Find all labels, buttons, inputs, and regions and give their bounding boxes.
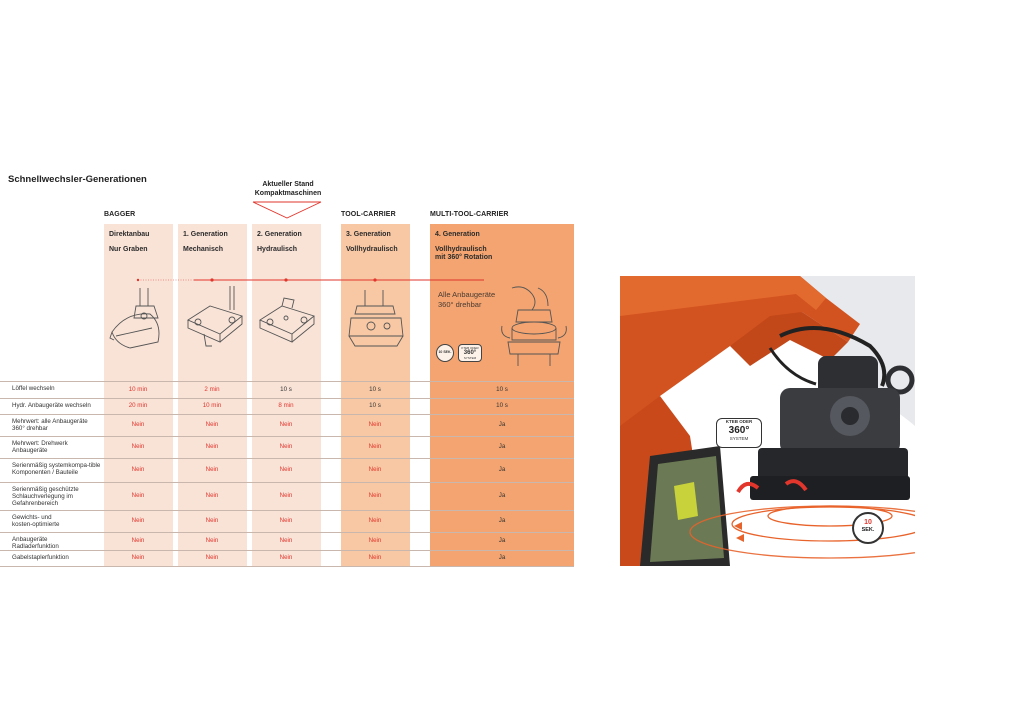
table-cell: Ja	[498, 517, 506, 524]
table-cell: Nein	[368, 537, 382, 544]
row-label-line: kosten-optimierte	[12, 521, 60, 528]
col2-head1: 1. Generation	[183, 231, 228, 238]
table-cell: Nein	[205, 554, 219, 561]
group-bagger: BAGGER	[104, 211, 136, 218]
rotation-360-icon	[458, 344, 482, 362]
photo-badge-top: KTEB ODER	[725, 419, 753, 424]
table-cell: Nein	[205, 517, 219, 524]
table-cell: 8 min	[278, 402, 294, 409]
row-label-line: Schlauchverlegung im	[12, 493, 73, 500]
row-label-line: Löffel wechseln	[12, 385, 55, 392]
fully-hydraulic-coupler-icon	[343, 284, 409, 356]
col5-head2: Vollhydraulisch	[435, 246, 487, 253]
row-label	[12, 402, 104, 409]
row-divider	[0, 398, 574, 399]
col3-head1: 2. Generation	[257, 231, 302, 238]
row-divider	[0, 532, 574, 533]
row-label-line: Anbaugeräte	[12, 536, 48, 543]
table-cell: Nein	[279, 554, 293, 561]
row-label-line: Gefahrenbereich	[12, 500, 59, 507]
table-cell: 10 min	[202, 402, 222, 409]
col5-head1: 4. Generation	[435, 231, 480, 238]
page-title: Schnellwechsler-Generationen	[8, 174, 147, 185]
row-label	[12, 385, 104, 392]
table-cell: Nein	[131, 421, 145, 428]
row-label-line: Hydr. Anbaugeräte wechseln	[12, 402, 91, 409]
table-cell: Nein	[131, 466, 145, 473]
callout-current-state	[252, 180, 324, 198]
row-label	[12, 514, 104, 528]
row-label	[12, 440, 104, 454]
table-cell: Nein	[131, 443, 145, 450]
photo-badge-mid: 360°	[728, 425, 750, 436]
table-cell: Nein	[205, 443, 219, 450]
group-tool-carrier: TOOL-CARRIER	[341, 211, 396, 218]
col1-head2: Nur Graben	[109, 246, 148, 253]
row-label	[12, 554, 104, 561]
table-cell: Nein	[205, 492, 219, 499]
row-label	[12, 536, 104, 550]
row-label-line: Radladerfunktion	[12, 543, 59, 550]
timer-icon-label: 10 SEK.	[438, 350, 452, 354]
table-cell: 10 s	[369, 402, 381, 409]
table-cell: Nein	[368, 517, 382, 524]
table-cell: Nein	[368, 443, 382, 450]
table-cell: Nein	[368, 466, 382, 473]
row-label-line: Mehrwert: alle Anbaugeräte	[12, 418, 88, 425]
callout-line2: Kompaktmaschinen	[254, 190, 322, 197]
callout-triangle-icon	[252, 200, 322, 220]
table-cell: Nein	[279, 517, 293, 524]
table-cell: Nein	[368, 421, 382, 428]
photo-timer-icon	[852, 512, 884, 544]
table-cell: Nein	[279, 492, 293, 499]
row-label-line: Serienmäßig systemkompa-tible	[12, 462, 101, 469]
row-label	[12, 486, 104, 507]
col5-note-line1: Alle Anbaugeräte	[438, 290, 496, 299]
table-cell: Nein	[279, 466, 293, 473]
table-cell: Ja	[498, 537, 506, 544]
table-cell: Nein	[368, 554, 382, 561]
table-cell: Ja	[498, 554, 506, 561]
table-cell: Ja	[498, 466, 506, 473]
row-label-line: Komponenten / Bauteile	[12, 469, 79, 476]
table-cell: Nein	[279, 537, 293, 544]
mechanical-coupler-icon	[180, 284, 246, 356]
row-divider	[0, 436, 574, 437]
table-cell: Ja	[498, 443, 506, 450]
col1-head1: Direktanbau	[109, 231, 150, 238]
photo-timer-num: 10	[864, 519, 872, 526]
row-label	[12, 462, 104, 476]
row-label-line: Gabelstaplerfunktion	[12, 554, 69, 561]
hydraulic-coupler-icon	[254, 290, 320, 356]
col3-head2: Hydraulisch	[257, 246, 298, 253]
timer-icon	[436, 344, 454, 362]
table-cell: Nein	[205, 466, 219, 473]
row-label-line: Mehrwert: Drehwerk	[12, 440, 68, 447]
row-label-line: Anbaugeräte	[12, 447, 48, 454]
table-cell: Ja	[498, 492, 506, 499]
row-divider	[0, 458, 574, 459]
row-divider	[0, 566, 574, 567]
table-cell: Nein	[131, 492, 145, 499]
table-cell: Nein	[131, 537, 145, 544]
col5-head3: mit 360° Rotation	[435, 254, 493, 261]
table-cell: Nein	[131, 517, 145, 524]
row-label	[12, 418, 104, 432]
col4-head1: 3. Generation	[346, 231, 391, 238]
row-label-line: Serienmäßig geschützte	[12, 486, 79, 493]
table-cell: Nein	[205, 537, 219, 544]
row-divider	[0, 510, 574, 511]
rotation-badge-top: KTEB ODER	[461, 346, 479, 350]
row-label-line: Gewichts- und	[12, 514, 52, 521]
table-cell: 10 s	[369, 385, 381, 393]
callout-line1: Aktueller Stand	[262, 181, 314, 188]
table-cell: 10 s	[496, 402, 508, 409]
col2-head2: Mechanisch	[183, 246, 224, 253]
table-cell: Nein	[279, 421, 293, 428]
rotation-badge-bottom: SYSTEM	[463, 356, 477, 360]
col5-note	[438, 290, 495, 310]
row-divider	[0, 414, 574, 415]
row-divider	[0, 482, 574, 483]
photo-rotation-badge-icon	[716, 418, 762, 448]
table-cell: Ja	[498, 421, 506, 428]
bucket-sketch-icon	[106, 284, 172, 356]
group-multi-tool-carrier: MULTI-TOOL-CARRIER	[430, 211, 509, 218]
table-cell: 20 min	[128, 402, 148, 409]
row-label-line: 360° drehbar	[12, 425, 48, 432]
table-cell: 10 min	[128, 385, 148, 393]
col5-note-line2: 360° drehbar	[438, 300, 482, 309]
photo-timer-unit: SEK.	[861, 527, 875, 533]
rotating-coupler-icon	[498, 282, 570, 370]
table-cell: 10 s	[280, 385, 292, 393]
row-divider	[0, 550, 574, 551]
table-cell: 2 min	[204, 385, 220, 393]
photo-badge-bottom: SYSTEM	[729, 436, 749, 441]
row-divider	[0, 381, 574, 382]
table-cell: Nein	[131, 554, 145, 561]
table-cell: 10 s	[496, 385, 508, 393]
col4-head2: Vollhydraulisch	[346, 246, 398, 253]
table-cell: Nein	[205, 421, 219, 428]
table-cell: Nein	[279, 443, 293, 450]
rotation-badge-mid: 360°	[463, 350, 477, 356]
table-cell: Nein	[368, 492, 382, 499]
